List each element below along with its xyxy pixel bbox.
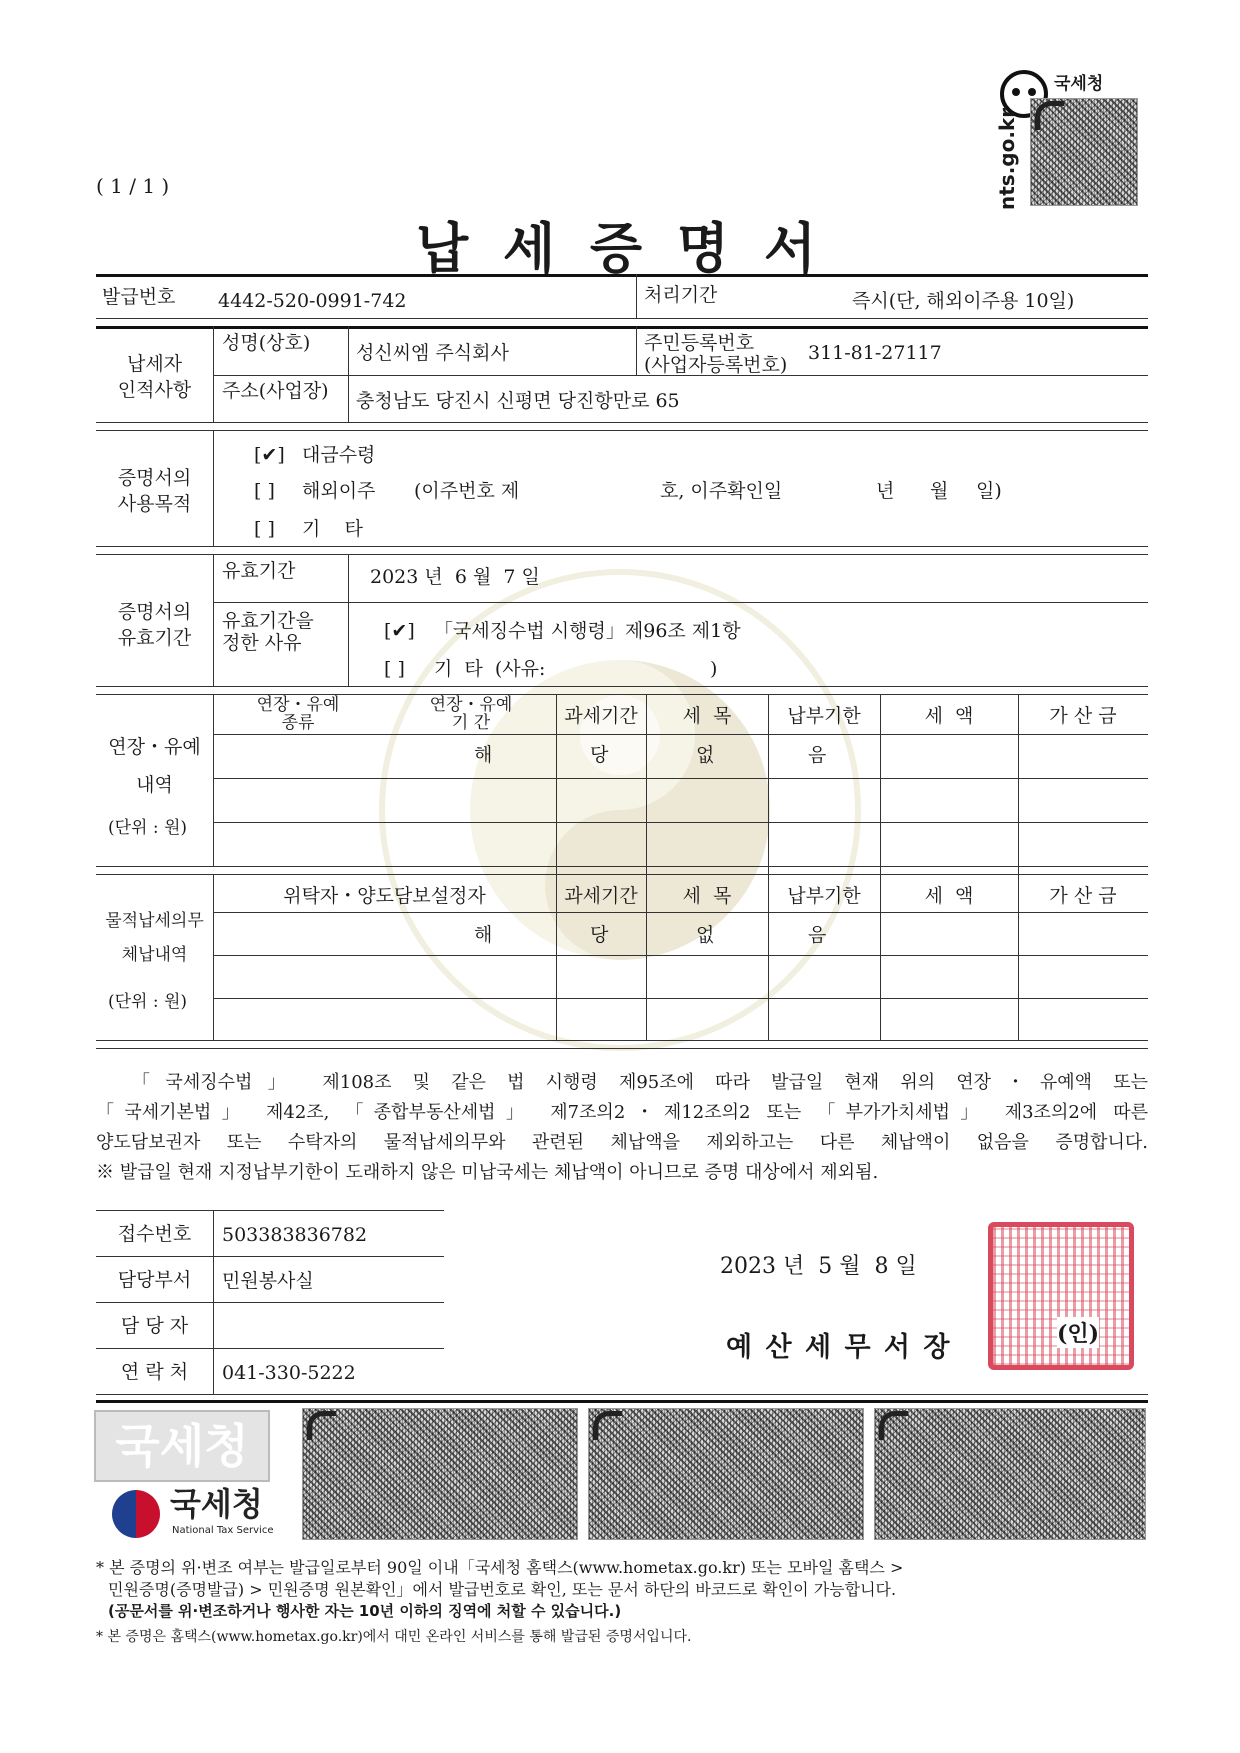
extension-col-tax-period: 과세기간 [564,705,638,727]
nts-logo: 국세청 [170,1485,263,1523]
issue-number-value: 4442-520-0991-742 [218,290,407,312]
receipt-number-label: 접수번호 [117,1223,192,1245]
extension-col-type: 연장・유예 종류 [256,695,340,733]
purpose-checkbox-other[interactable]: [ ] [254,518,275,540]
nts-logo-sub: National Tax Service [172,1525,274,1536]
material-unit: (단위 : 원) [108,992,188,1012]
footer-warning: (공문서를 위·변조하거나 행사한 자는 10년 이하의 징역에 처할 수 있습니다.) [108,1602,622,1620]
extension-col-period: 연장・유예 기 간 [429,695,513,733]
official-seal: (인) [988,1222,1134,1370]
purpose-checkbox-payment[interactable]: [✔] [254,444,285,466]
material-section-label: 물적납세의무 체납내역 [105,911,204,965]
validity-period-label: 유효기간 [222,560,296,582]
extension-col-item: 세 목 [682,705,732,727]
emigration-number-label: (이주번호 제 [414,480,520,502]
footer-note-3: * 본 증명은 홈택스(www.hometax.go.kr)에서 대민 온라인 서비스를 통해 발급된 증명서입니다. [96,1629,692,1645]
address-value: 충청남도 당진시 신평면 당진항만로 65 [356,390,680,412]
barcode-1[interactable] [302,1408,578,1540]
department-value: 민원봉사실 [222,1270,314,1292]
reason-checkbox-decree[interactable]: [✔] [384,620,415,642]
reason-decree-text: 「국세징수법 시행령」제96조 제1항 [434,620,741,642]
purpose-checkbox-emigration[interactable]: [ ] [254,480,275,502]
processing-period-value: 즉시(단, 해외이주용 10일) [852,290,1075,312]
material-none-1: 해 [474,924,493,946]
extension-none-4: 음 [808,744,827,766]
name-label: 성명(상호) [222,332,311,354]
issuing-office: 예 산 세 무 서 장 [726,1332,952,1363]
business-registration-number: 311-81-27117 [808,342,942,364]
phone-value: 041-330-5222 [222,1362,356,1384]
nts-stamp: 국세청 [94,1410,270,1482]
footer-note-1b: 민원증명(증명발급) > 민원증명 원본확인」에서 발급번호로 확인, 또는 문서 하단의 바코드로 확인이 가능합니다. [108,1580,897,1599]
purpose-other-label: 기 타 [302,518,363,540]
emigration-date-label: 호, 이주확인일 [660,480,783,502]
material-col-due: 납부기한 [787,885,861,907]
validity-reason-label: 유효기간을 정한 사유 [222,610,314,654]
extension-none-2: 당 [590,744,609,766]
barcode-2[interactable] [588,1408,864,1540]
material-col-amount: 세 액 [924,885,974,907]
nts-domain: nts.go.kr [995,107,1019,210]
purpose-emigration-label: 해외이주 [302,480,376,502]
processing-period-label: 처리기간 [644,284,718,306]
extension-col-due: 납부기한 [787,705,861,727]
material-none-2: 당 [590,924,609,946]
issue-date: 2023 년 5 월 8 일 [720,1254,917,1279]
address-label: 주소(사업장) [222,380,329,402]
validity-period-value: 2023 년 6 월 7 일 [370,566,540,588]
extension-col-penalty: 가 산 금 [1049,705,1117,727]
purpose-section-label: 증명서의 사용목적 [117,467,192,515]
emigration-day: 일) [976,480,1002,502]
material-col-trustee: 위탁자・양도담보설정자 [283,885,486,907]
extension-unit: (단위 : 원) [108,818,188,838]
phone-label: 연 락 처 [120,1361,189,1383]
material-col-tax-period: 과세기간 [564,885,638,907]
emigration-month: 월 [930,480,949,502]
issue-number-label: 발급번호 [102,286,176,308]
department-label: 담당부서 [117,1269,192,1291]
id-label: 주민등록번호 (사업자등록번호) [644,332,788,376]
name-value: 성신씨엠 주식회사 [356,342,509,364]
extension-section-label: 연장・유예 내역 [108,736,201,796]
page-indicator: ( 1 / 1 ) [96,174,170,198]
extension-col-amount: 세 액 [924,705,974,727]
emigration-year: 년 [876,480,895,502]
footer-note-1: * 본 증명의 위·변조 여부는 발급일로부터 90일 이내「국세청 홈택스(www.hometax.go.kr) 또는 모바일 홈택스 > [96,1558,904,1577]
nts-taegeuk-icon [112,1490,160,1538]
material-none-4: 음 [808,924,827,946]
receipt-number-value: 503383836782 [222,1224,368,1246]
material-col-penalty: 가 산 금 [1049,885,1117,907]
extension-none-3: 없 [696,744,715,766]
validity-section-label: 증명서의 유효기간 [117,601,192,649]
officer-label: 담 당 자 [120,1315,189,1337]
extension-none-1: 해 [474,744,493,766]
qr-code[interactable] [1030,98,1138,206]
nts-logo-text: 국세청 [1054,74,1104,94]
reason-other-text: 기 타 (사유: [434,658,546,680]
purpose-payment-label: 대금수령 [302,444,376,466]
reason-other-close: ) [710,658,718,680]
material-col-item: 세 목 [682,885,732,907]
reason-checkbox-other[interactable]: [ ] [384,658,405,680]
page-title: 납 세 증 명 서 [415,216,825,280]
certification-statement: 「국세징수법」 제108조 및 같은 법 시행령 제95조에 따라 발급일 현재 위의 연장・유예액 또는 「국세기본법」 제42조, 「종합부동산세법」 제7조의2・제12조의2 또는 「부가가치세법」 제3조의2에 따른 양도담보권자 또는 수탁자의 물적납세의무와 관련된 체납액을 제외하고는 다른 체납액이 없음을 증명합니다. ※ 발급일 현재 지정납부기한이 도래하지 않은 미납국세는 체납액이 아니므로 증명 대상에서 제외됨. [96,1072,1148,1183]
barcode-3[interactable] [874,1408,1146,1540]
material-none-3: 없 [696,924,715,946]
taxpayer-section-label: 납세자 인적사항 [117,353,192,401]
